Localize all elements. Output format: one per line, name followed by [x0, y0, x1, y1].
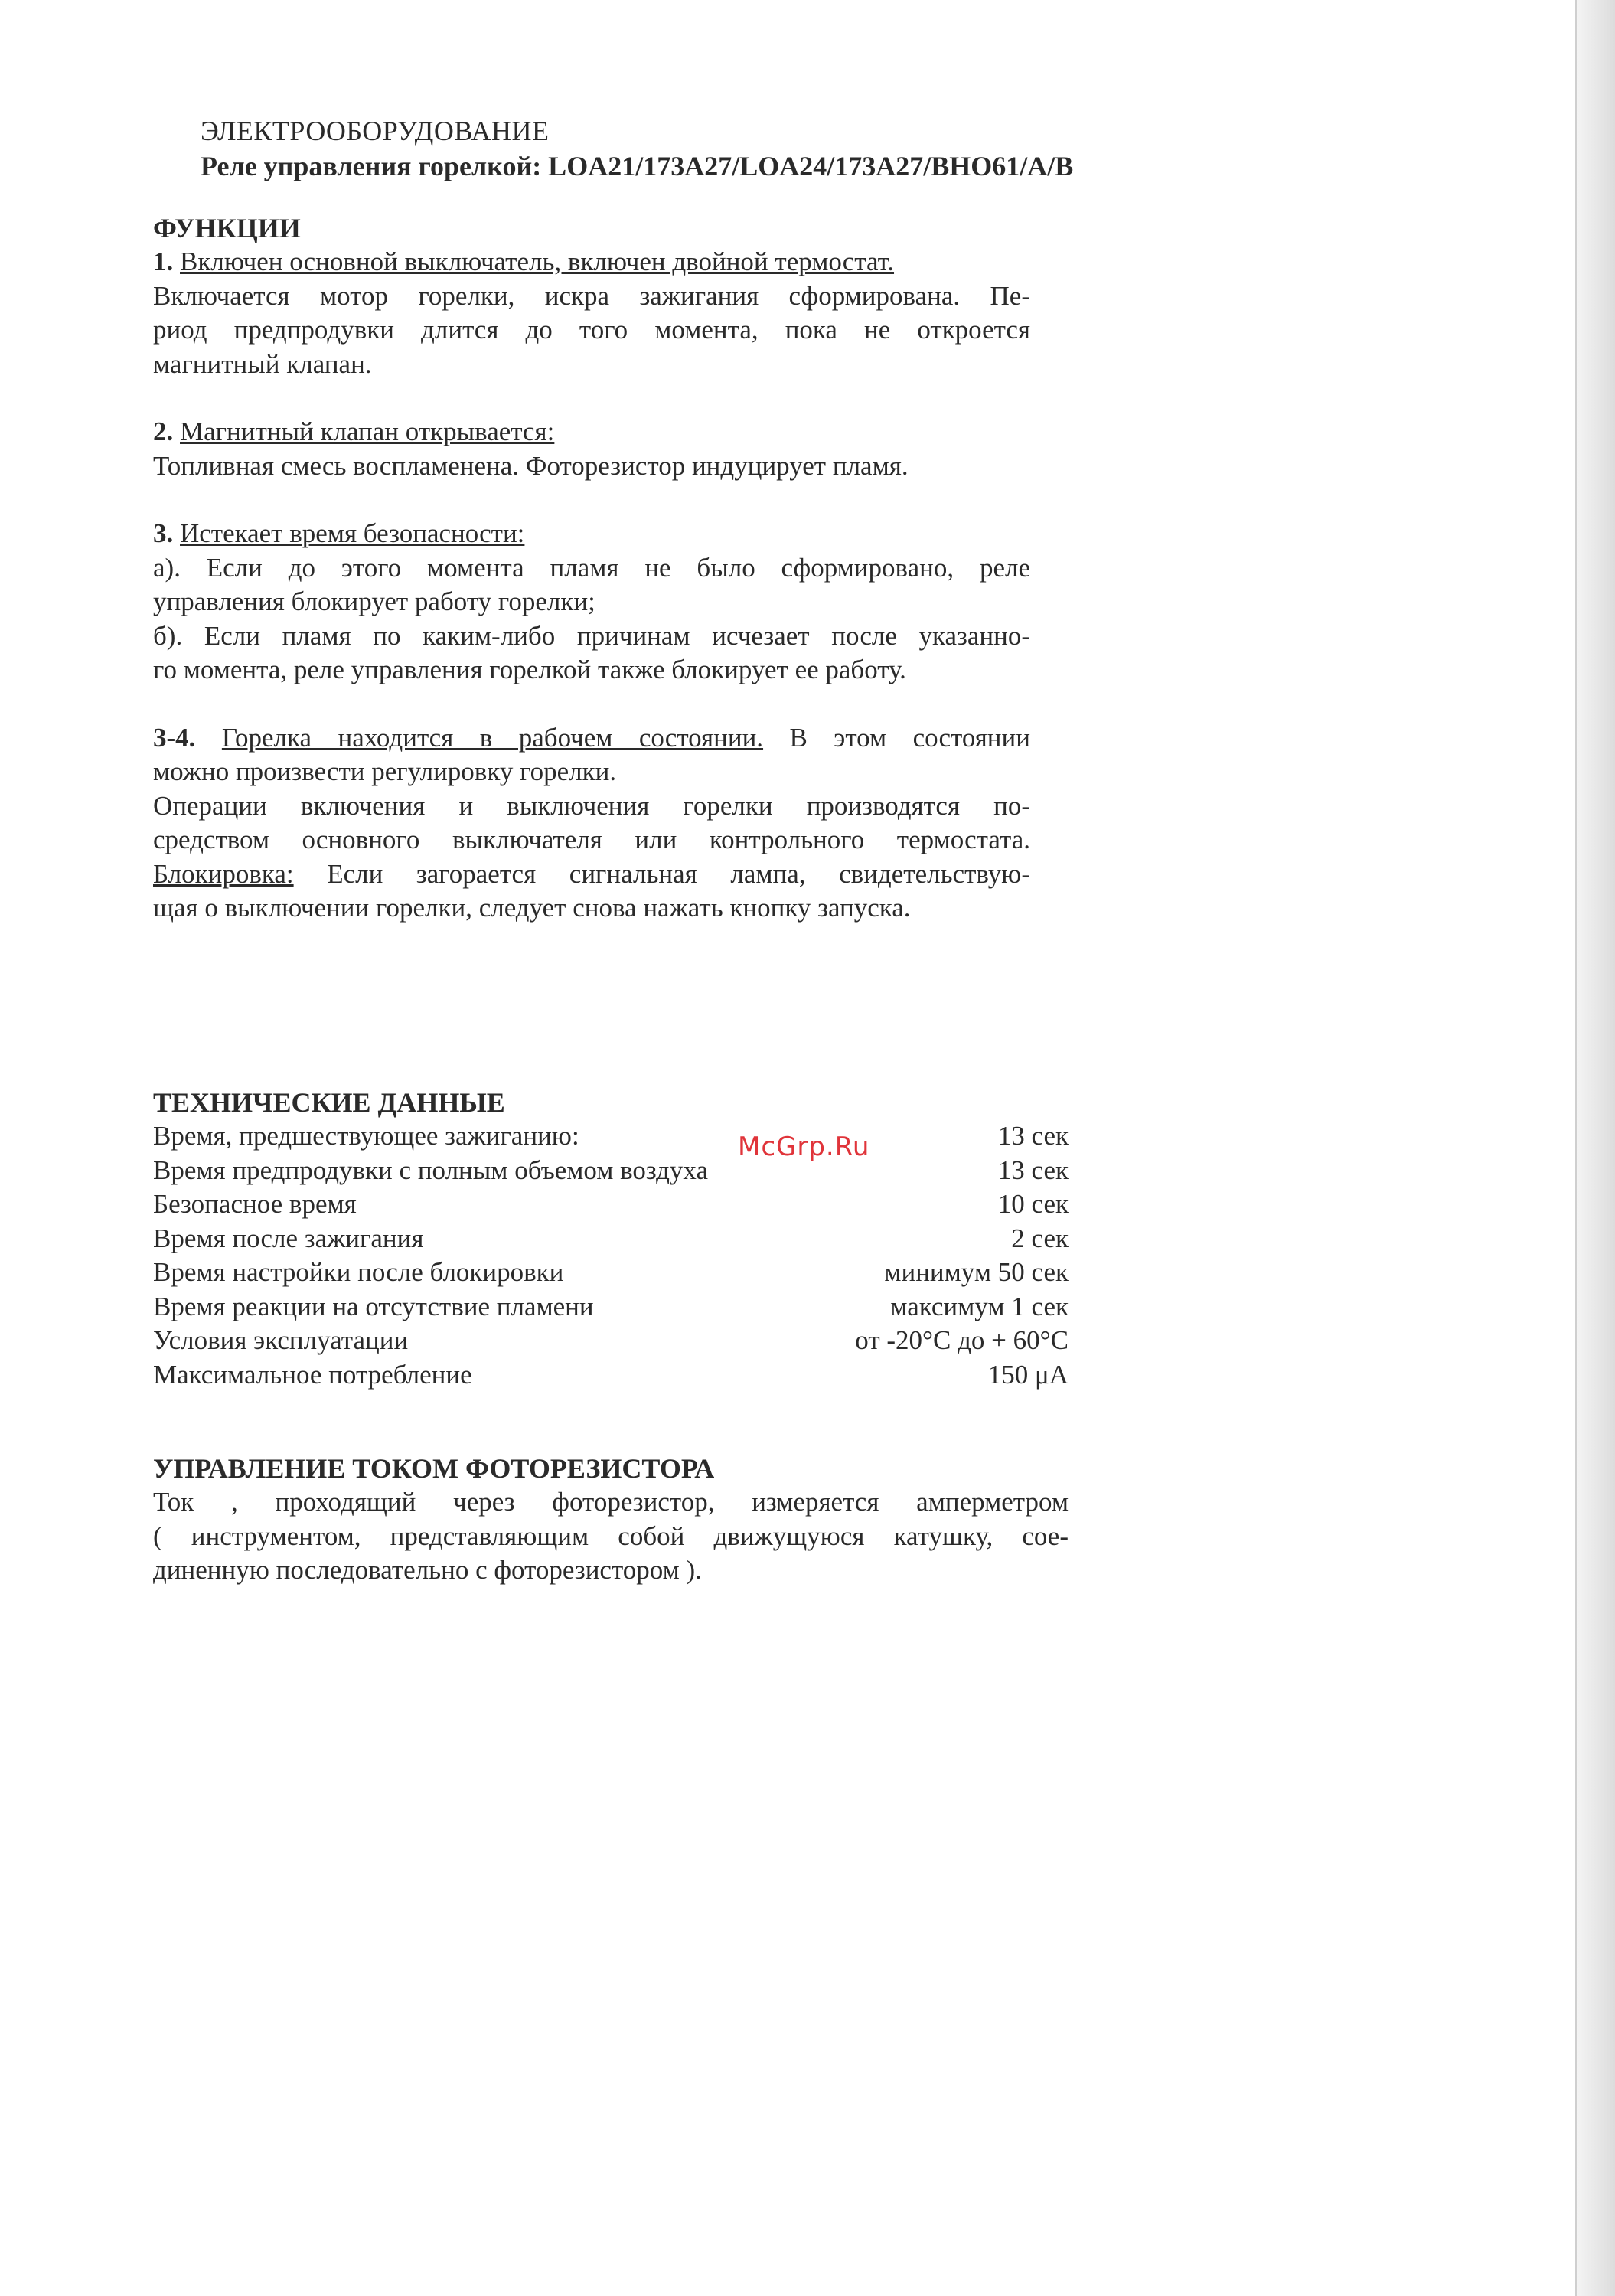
text-line: риод предпродувки длится до того момента, пока не откроется — [153, 315, 1030, 345]
page-edge — [1575, 0, 1615, 2296]
item-lead-text: Горелка находится в рабочем состоянии. — [221, 722, 764, 753]
tech-data-heading: ТЕХНИЧЕСКИЕ ДАННЫЕ — [153, 1087, 505, 1118]
function-item-lead — [153, 245, 1030, 279]
item-number: 1. — [153, 247, 174, 276]
spec-row — [153, 1154, 1069, 1188]
document-title: ЭЛЕКТРООБОРУДОВАНИЕ — [201, 116, 550, 146]
spec-value: минимум 50 сек — [884, 1257, 1069, 1287]
photoresistor-heading: УПРАВЛЕНИЕ ТОКОМ ФОТОРЕЗИСТОРА — [153, 1453, 715, 1484]
function-item-lead — [153, 721, 1030, 756]
spec-row — [153, 1358, 1069, 1393]
item-lead-text: Магнитный клапан открывается: — [180, 416, 555, 446]
spec-row — [153, 1187, 1069, 1222]
text-line: щая о выключении горелки, следует снова нажать кнопку запуска. — [153, 893, 911, 923]
function-item-1 — [153, 245, 1030, 381]
spec-value: 13 сек — [997, 1121, 1069, 1151]
photoresistor-section — [153, 1452, 1069, 1588]
spec-value: 10 сек — [997, 1189, 1069, 1219]
text-line: Топливная смесь воспламенена. Фоторезистор индуцирует пламя. — [153, 450, 909, 481]
text-line: б). Если пламя по каким-либо причинам исчезает после указанно- — [153, 620, 1030, 651]
spec-label: Время настройки после блокировки — [153, 1257, 564, 1287]
text-line: ( инструментом, представляющим собой движущуюся катушку, сое- — [153, 1520, 1069, 1551]
spec-row — [153, 1324, 1069, 1358]
functions-heading: ФУНКЦИИ — [153, 213, 301, 243]
blocking-text: Если загорается сигнальная лампа, свидетельствую- — [293, 858, 1030, 889]
text-line: магнитный клапан. — [153, 348, 372, 379]
function-item-lead — [153, 415, 1030, 449]
text-line: а). Если до этого момента пламя не было сформировано, реле — [153, 552, 1030, 583]
spec-label: Время реакции на отсутствие пламени — [153, 1291, 594, 1321]
spec-label: Время предпродувки с полным объемом воздуха — [153, 1155, 709, 1185]
function-item-lead — [153, 517, 1030, 551]
spec-label: Безопасное время — [153, 1189, 357, 1219]
watermark-text: McGrp.Ru — [738, 1132, 870, 1162]
item-number: 3. — [153, 518, 174, 548]
text-line: управления блокирует работу горелки; — [153, 586, 595, 616]
tech-data-section — [153, 1086, 1069, 1392]
spec-table — [153, 1119, 1069, 1392]
spec-label: Время после зажигания — [153, 1223, 424, 1253]
spec-value: от -20°С до + 60°С — [855, 1325, 1069, 1355]
text-line: Ток , проходящий через фоторезистор, измеряется амперметром — [153, 1487, 1069, 1517]
item-lead-text: Истекает время безопасности: — [180, 518, 525, 548]
text-line: диненную последовательно с фоторезистором ). — [153, 1555, 702, 1585]
spec-label: Время, предшествующее зажиганию: — [153, 1121, 579, 1151]
text-line: можно произвести регулировку горелки. — [153, 756, 617, 786]
item-lead-tail: В этом состоянии — [763, 722, 1030, 753]
blocking-line — [153, 857, 1030, 892]
spec-row — [153, 1290, 1069, 1324]
text-line: Операции включения и выключения горелки производятся по- — [153, 790, 1030, 821]
function-item-4 — [153, 721, 1030, 926]
spec-row — [153, 1256, 1069, 1290]
item-number: 2. — [153, 416, 174, 446]
function-item-3 — [153, 517, 1030, 687]
spec-row — [153, 1119, 1069, 1154]
item-lead-text: Включен основной выключатель, включен двойной термостат. — [180, 247, 895, 276]
text-line: средством основного выключателя или контрольного термостата. — [153, 825, 1030, 854]
functions-section — [153, 211, 1030, 959]
spec-value: 13 сек — [997, 1155, 1069, 1185]
blocking-label: Блокировка: — [153, 858, 294, 889]
item-number: 3-4. — [153, 722, 196, 753]
spec-label: Условия эксплуатации — [153, 1325, 409, 1355]
text-line: Включается мотор горелки, искра зажигания сформирована. Пе- — [153, 280, 1030, 311]
spec-value: 150 μА — [987, 1359, 1069, 1390]
function-item-2 — [153, 415, 1030, 483]
document-header — [201, 113, 1272, 184]
document-subtitle: Реле управления горелкой: LOA21/173A27/LOA24/173A27/BHO61/A/B — [201, 151, 1074, 181]
spec-value: 2 сек — [1011, 1223, 1069, 1253]
spec-label: Максимальное потребление — [153, 1359, 472, 1390]
text-line: го момента, реле управления горелкой также блокирует ее работу. — [153, 655, 906, 684]
spec-value: максимум 1 сек — [890, 1291, 1069, 1321]
spec-row — [153, 1222, 1069, 1256]
